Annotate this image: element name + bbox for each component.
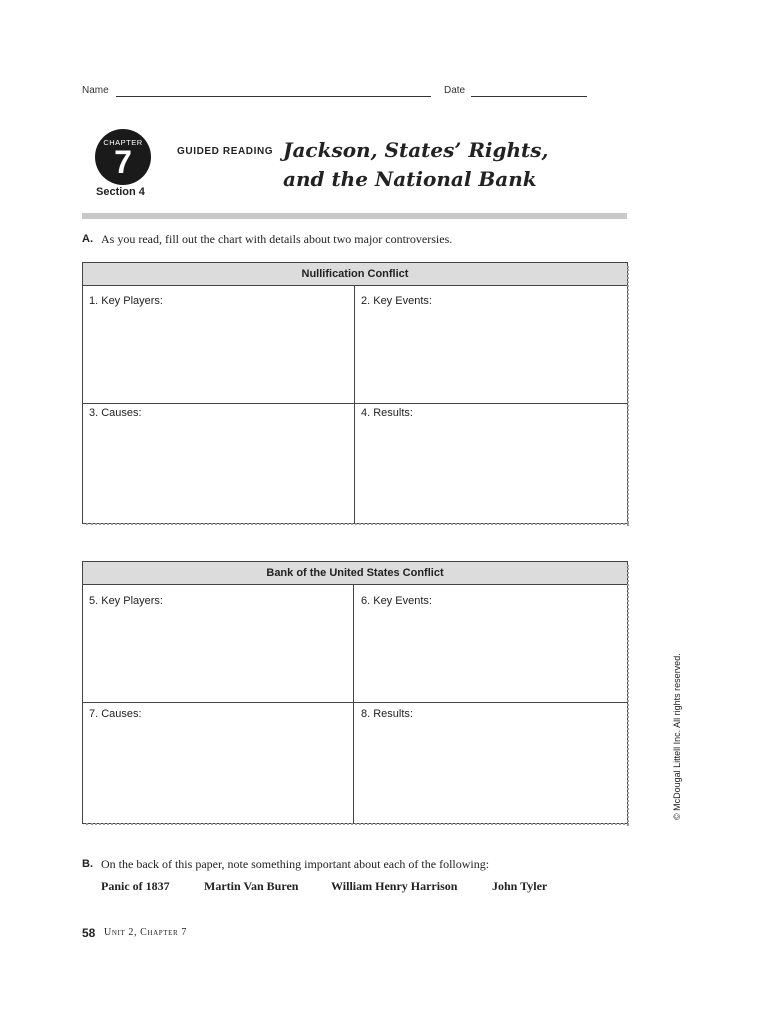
table-shadow: [627, 565, 632, 826]
date-label: Date: [444, 85, 466, 96]
cell-label: 3. Causes:: [89, 407, 142, 419]
table-shadow: [627, 266, 632, 526]
table-heading: Nullification Conflict: [83, 263, 627, 286]
cell-label: 2. Key Events:: [361, 295, 432, 307]
term-item: John Tyler: [492, 879, 548, 893]
unit-chapter-label: Unit 2, Chapter 7: [104, 927, 187, 938]
term-item: Martin Van Buren: [204, 879, 299, 893]
date-field[interactable]: [471, 96, 587, 97]
table-divider: [83, 702, 627, 703]
title-line-2: and the National Bank: [283, 167, 537, 191]
name-label: Name: [82, 85, 109, 96]
cell-label: 6. Key Events:: [361, 595, 432, 607]
name-field[interactable]: [116, 96, 431, 97]
cell-label: 4. Results:: [361, 407, 413, 419]
term-item: Panic of 1837: [101, 879, 170, 893]
page-title: [283, 136, 549, 194]
cell-label: 1. Key Players:: [89, 295, 163, 307]
table-divider: [83, 403, 627, 404]
guided-reading-label: GUIDED READING: [177, 146, 274, 157]
table-heading: Bank of the United States Conflict: [83, 562, 627, 585]
header-rule: [82, 213, 627, 219]
table-divider: [353, 585, 354, 823]
table-divider: [354, 286, 355, 523]
cell-label: 8. Results:: [361, 708, 413, 720]
title-line-1: Jackson, States’ Rights,: [283, 138, 549, 162]
copyright-notice: © McDougal Littell Inc. All rights reserved.: [672, 653, 682, 820]
table-shadow: [86, 823, 629, 828]
cell-label: 7. Causes:: [89, 708, 142, 720]
section-label: Section 4: [96, 186, 145, 198]
page-number: 58: [82, 926, 96, 940]
nullification-table: [82, 262, 628, 524]
part-a-letter: A.: [82, 233, 93, 245]
bank-conflict-table: [82, 561, 628, 824]
chapter-badge: [95, 129, 151, 185]
part-a-instruction: As you read, fill out the chart with details about two major controversies.: [101, 232, 453, 246]
part-b-letter: B.: [82, 858, 93, 870]
table-shadow: [86, 523, 629, 528]
chapter-number: 7: [114, 144, 132, 180]
part-b-instruction: On the back of this paper, note something important about each of the following:: [101, 857, 490, 871]
term-item: William Henry Harrison: [331, 879, 458, 893]
cell-label: 5. Key Players:: [89, 595, 163, 607]
chapter-cap-label: CHAPTER: [103, 138, 143, 147]
